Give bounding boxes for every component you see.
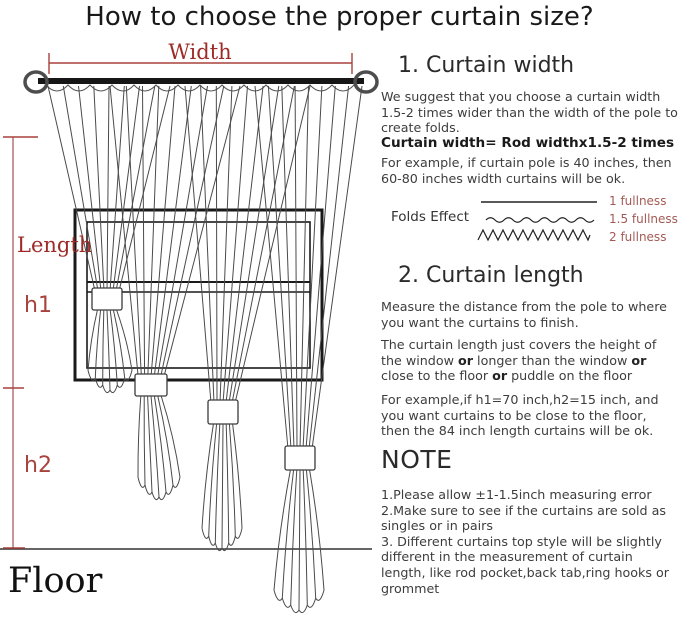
width-example-text: For example, if curtain pole is 40 inches, then 60-80 inches width curtains will be ok. (381, 155, 672, 186)
note-item-1: 1.Please allow ±1-1.5inch measuring error (381, 487, 652, 502)
fullness-label-1-5: 1.5 fullness (609, 212, 678, 226)
instructions-column (381, 49, 679, 617)
length-label: Length (17, 233, 93, 257)
width-formula-text: Curtain width= Rod widthx1.5-2 times (381, 135, 675, 151)
length-measure-text: Measure the distance from the pole to where you want the curtains to finish. (381, 299, 667, 330)
folds-effect-label: Folds Effect (391, 209, 470, 225)
fullness-lines (477, 193, 603, 251)
section-heading-curtain-width: 1. Curtain width (398, 53, 575, 78)
note-list (381, 487, 679, 596)
fullness-line-1-5 (486, 218, 594, 223)
folds-effect-legend (381, 193, 679, 251)
note-item-2: 2.Make sure to see if the curtains are sold as singles or in pairs (381, 502, 667, 534)
length-example-text: For example,if h1=70 inch,h2=15 inch, and you want curtains to be close to the floor, then the 84 inch length curtains will be ok. (381, 392, 659, 439)
fullness-line-2 (478, 230, 590, 240)
h2-label: h2 (24, 453, 52, 478)
floor-label: Floor (8, 561, 103, 601)
fullness-label-2: 2 fullness (609, 230, 667, 244)
h1-label: h1 (24, 293, 52, 318)
note-item-3: 3. Different curtains top style will be slightly different in the measurement of curtain length, like rod pocket,back tab,ring hooks or grommet (381, 533, 670, 596)
length-covers-text: The curtain length just covers the height of the window or longer than the window or close to the floor or puddle on the floor (381, 337, 657, 384)
fullness-label-1: 1 fullness (609, 194, 667, 208)
section-heading-curtain-length: 2. Curtain length (398, 263, 584, 288)
width-label: Width (168, 40, 232, 64)
width-intro-text: We suggest that you choose a curtain width 1.5-2 times wider than the width of the pole to create folds. (381, 89, 678, 136)
page-title: How to choose the proper curtain size? (85, 2, 594, 32)
length-measure (3, 137, 38, 548)
note-heading: NOTE (381, 445, 453, 474)
